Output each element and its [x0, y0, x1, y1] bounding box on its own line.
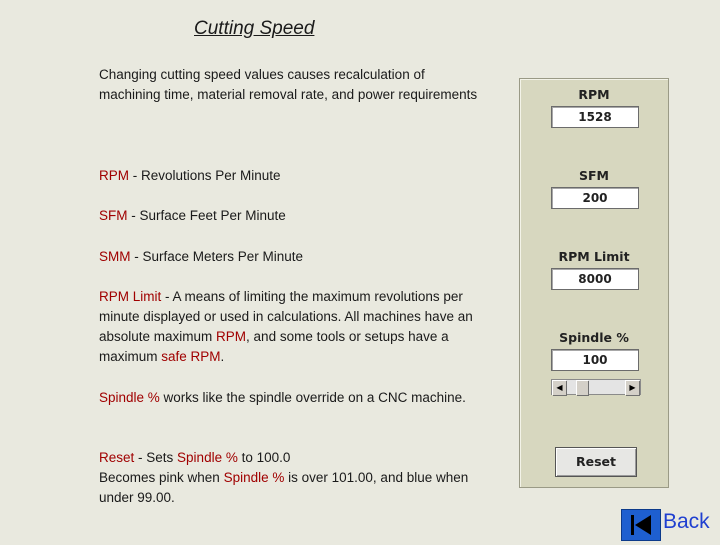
reset-desc-1: - Sets	[134, 450, 178, 465]
reset-line2-1: Becomes pink when	[99, 470, 224, 485]
reset-desc-2: to 100.0	[237, 450, 291, 465]
slider-right-arrow-icon[interactable]: ▶	[625, 380, 639, 395]
smm-definition	[99, 247, 303, 267]
rpm-field[interactable]: 1528	[551, 106, 639, 128]
rpm-desc: - Revolutions Per Minute	[129, 168, 281, 183]
smm-desc: - Surface Meters Per Minute	[130, 249, 304, 264]
rpm-limit-definition	[99, 287, 499, 367]
back-label[interactable]: Back	[663, 510, 710, 533]
spindle-slider[interactable]	[551, 379, 641, 395]
rpm-limit-desc-3: .	[220, 349, 225, 364]
smm-term: SMM	[99, 249, 131, 264]
reset-definition	[99, 448, 499, 508]
page-title: Cutting Speed	[194, 18, 315, 39]
sfm-label: SFM	[579, 168, 609, 183]
sfm-definition	[99, 206, 286, 226]
sfm-field[interactable]: 200	[551, 187, 639, 209]
reset-em-2: Spindle %	[223, 470, 285, 485]
rpm-definition	[99, 166, 281, 186]
rpm-limit-term: RPM Limit	[99, 289, 162, 304]
spindle-desc: works like the spindle override on a CNC machine.	[159, 390, 466, 405]
back-button[interactable]	[621, 508, 717, 538]
rpm-limit-desc-1: - A means of limiting the maximum revolutions per minute displayed or used in calculations. All machines have an absolute maximum	[99, 289, 473, 344]
back-arrow-icon[interactable]	[621, 509, 661, 541]
spindle-term: Spindle %	[99, 390, 160, 405]
rpm-limit-em-2: safe RPM	[161, 349, 221, 364]
slider-thumb[interactable]	[576, 380, 588, 395]
rpm-label: RPM	[578, 87, 610, 102]
reset-button[interactable]: Reset	[555, 447, 637, 477]
sfm-term: SFM	[99, 208, 128, 223]
slider-left-arrow-icon[interactable]: ◀	[552, 380, 566, 395]
spindle-definition	[99, 388, 499, 408]
rpm-limit-label: RPM Limit	[558, 249, 630, 264]
cutting-speed-panel	[519, 78, 669, 488]
rpm-term: RPM	[99, 168, 129, 183]
sfm-desc: - Surface Feet Per Minute	[127, 208, 286, 223]
reset-term: Reset	[99, 450, 135, 465]
reset-em-1: Spindle %	[177, 450, 238, 465]
rpm-limit-desc-2: , and some tools or setups have a maximum	[99, 329, 449, 364]
spindle-field[interactable]: 100	[551, 349, 639, 371]
rpm-limit-em-1: RPM	[216, 329, 247, 344]
reset-line2-2: is over 101.00, and blue when under 99.00.	[99, 470, 469, 505]
intro-text: Changing cutting speed values causes recalculation of machining time, material removal rate, and power requirements	[99, 67, 478, 102]
rpm-limit-field[interactable]: 8000	[551, 268, 639, 290]
spindle-label: Spindle %	[559, 330, 629, 345]
